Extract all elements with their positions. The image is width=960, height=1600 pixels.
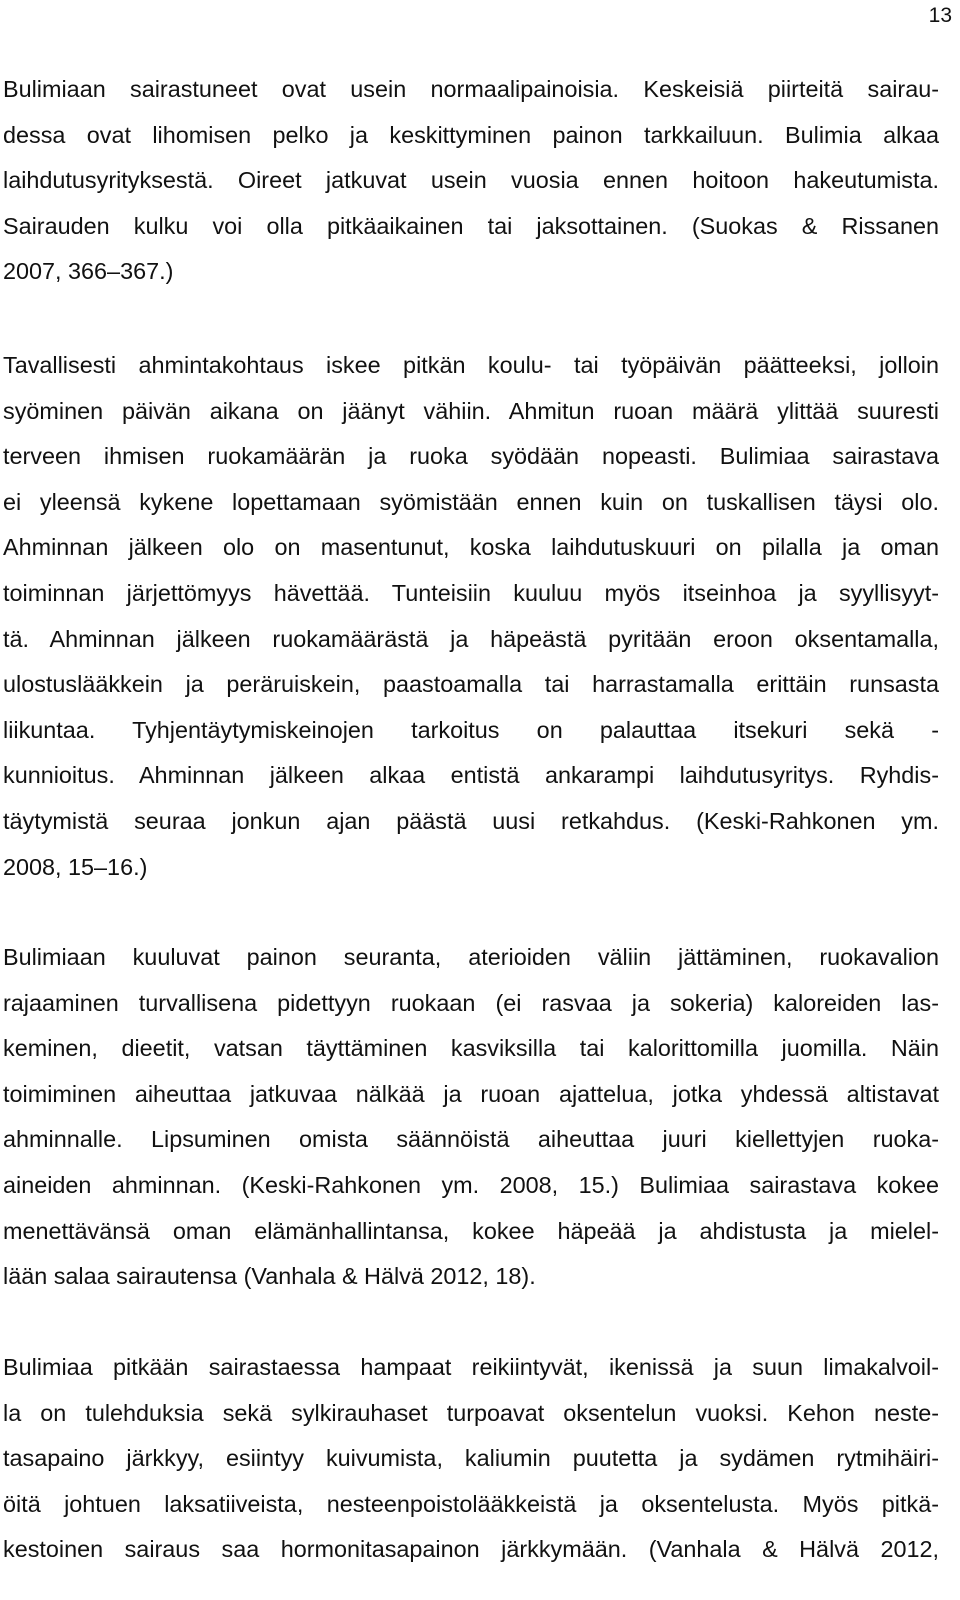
- paragraph-2: [3, 343, 939, 890]
- text-line: tä. Ahminnan jälkeen ruokamäärästä ja häpeästä pyritään eroon oksentamalla,: [3, 625, 939, 652]
- text-line: 2007, 366–367.): [3, 258, 174, 285]
- page-number: 13: [928, 4, 952, 27]
- text-line: Tavallisesti ahmintakohtaus iskee pitkän koulu- tai työpäivän päätteeksi, jolloin: [3, 352, 939, 378]
- text-line: ulostuslääkkein ja peräruiskein, paastoamalla tai harrastamalla erittäin runsasta: [3, 671, 939, 698]
- text-line: Sairauden kulku voi olla pitkäaikainen tai jaksottainen. (Suokas & Rissanen: [3, 212, 939, 239]
- text-line: lään salaa sairautensa (Vanhala & Hälvä 2012, 18).: [3, 1263, 536, 1290]
- text-line: Bulimiaan sairastuneet ovat usein normaalipainoisia. Keskeisiä piirteitä sairau-: [3, 76, 939, 102]
- text-line: rajaaminen turvallisena pidettyyn ruokaan (ei rasvaa ja sokeria) kaloreiden las-: [3, 989, 939, 1016]
- text-line: Bulimiaan kuuluvat painon seuranta, aterioiden väliin jättäminen, ruokavalion: [3, 944, 939, 970]
- text-line: Ahminnan jälkeen olo on masentunut, koska laihdutuskuuri on pilalla ja oman: [3, 534, 939, 561]
- text-line: tasapaino järkkyy, esiintyy kuivumista, kaliumin puutetta ja sydämen rytmihäiri-: [3, 1445, 939, 1472]
- text-line: täytymistä seuraa jonkun ajan päästä uusi retkahdus. (Keski-Rahkonen ym.: [3, 807, 939, 834]
- text-line: dessa ovat lihomisen pelko ja keskittyminen painon tarkkailuun. Bulimia alkaa: [3, 121, 939, 148]
- paragraph-3: [3, 935, 939, 1300]
- paragraph-4: [3, 1345, 939, 1573]
- text-line: ei yleensä kykene lopettamaan syömistään ennen kuin on tuskallisen täysi olo.: [3, 488, 939, 515]
- paragraph-1: [3, 67, 939, 295]
- text-line: keminen, dieetit, vatsan täyttäminen kasviksilla tai kalorittomilla juomilla. Näin: [3, 1035, 939, 1062]
- text-line: toiminnan järjettömyys hävettää. Tunteisiin kuuluu myös itseinhoa ja syyllisyyt-: [3, 579, 939, 606]
- text-line: kestoinen sairaus saa hormonitasapainon järkkymään. (Vanhala & Hälvä 2012,: [3, 1536, 939, 1563]
- text-line: liikuntaa. Tyhjentäytymiskeinojen tarkoitus on palauttaa itsekuri sekä -: [3, 716, 939, 743]
- text-line: la on tulehduksia sekä sylkirauhaset turpoavat oksentelun vuoksi. Kehon neste-: [3, 1399, 939, 1426]
- text-line: menettävänsä oman elämänhallintansa, kokee häpeää ja ahdistusta ja mielel-: [3, 1217, 939, 1244]
- text-line: 2008, 15–16.): [3, 853, 148, 880]
- text-line: aineiden ahminnan. (Keski-Rahkonen ym. 2008, 15.) Bulimiaa sairastava kokee: [3, 1171, 939, 1198]
- text-line: toimiminen aiheuttaa jatkuvaa nälkää ja ruoan ajattelua, jotka yhdessä altistavat: [3, 1080, 939, 1107]
- text-line: terveen ihmisen ruokamäärän ja ruoka syödään nopeasti. Bulimiaa sairastava: [3, 443, 939, 470]
- text-line: Bulimiaa pitkään sairastaessa hampaat reikiintyvät, ikenissä ja suun limakalvoil-: [3, 1354, 939, 1380]
- text-line: ahminnalle. Lipsuminen omista säännöistä aiheuttaa juuri kiellettyjen ruoka-: [3, 1126, 939, 1153]
- text-line: öitä johtuen laksatiiveista, nesteenpoistolääkkeistä ja oksentelusta. Myös pitkä-: [3, 1490, 939, 1517]
- text-line: laihdutusyrityksestä. Oireet jatkuvat usein vuosia ennen hoitoon hakeutumista.: [3, 167, 939, 194]
- text-line: kunnioitus. Ahminnan jälkeen alkaa entistä ankarampi laihdutusyritys. Ryhdis-: [3, 762, 939, 789]
- text-line: syöminen päivän aikana on jäänyt vähiin. Ahmitun ruoan määrä ylittää suuresti: [3, 397, 939, 424]
